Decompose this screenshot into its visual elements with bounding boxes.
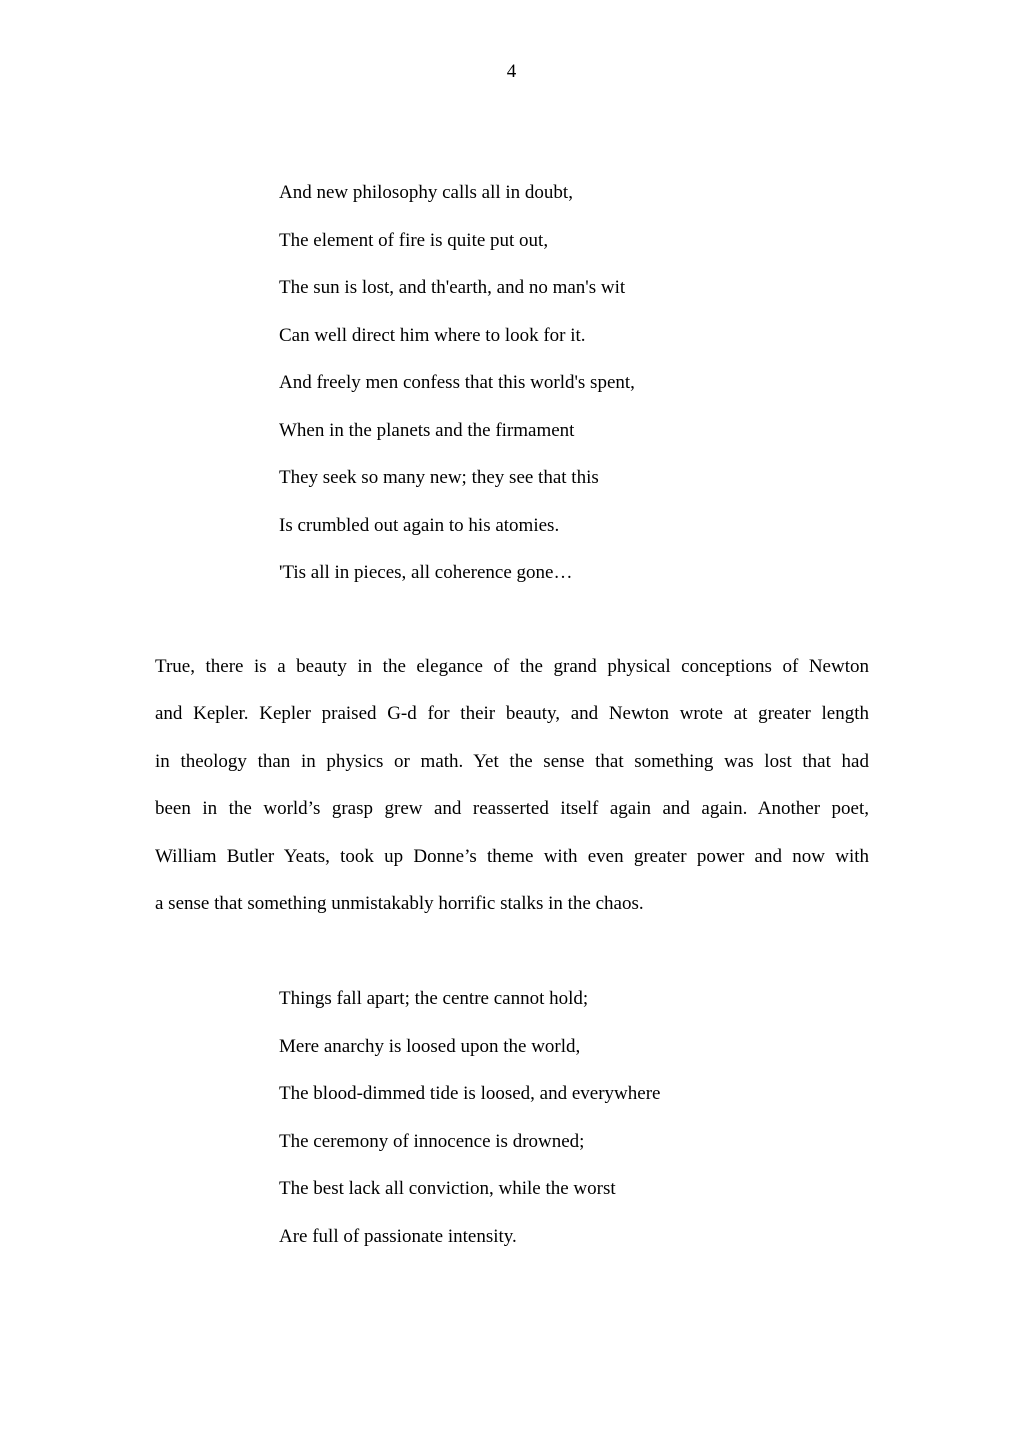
verse-line: The best lack all conviction, while the worst — [279, 1178, 616, 1199]
paragraph-line: and Kepler. Kepler praised G-d for their beauty, and Newton wrote at greater length — [155, 703, 869, 725]
verse-line: Is crumbled out again to his atomies. — [279, 514, 560, 536]
verse-line: And new philosophy calls all in doubt, — [279, 182, 573, 203]
verse-line: They seek so many new; they see that this — [279, 467, 599, 488]
verse-line: The ceremony of innocence is drowned; — [279, 1130, 585, 1152]
page-number: 4 — [506, 61, 517, 82]
verse-line: Can well direct him where to look for it. — [279, 324, 586, 346]
paragraph-line: a sense that something unmistakably horrific stalks in the chaos. — [155, 892, 644, 914]
verse-line: The sun is lost, and th'earth, and no man's wit — [279, 277, 626, 298]
donne-verse-block — [279, 181, 899, 609]
verse-line: Mere anarchy is loosed upon the world, — [279, 1035, 581, 1057]
verse-line: When in the planets and the firmament — [279, 419, 575, 441]
paragraph-line: William Butler Yeats, took up Donne’s theme with even greater power and now with — [155, 845, 869, 867]
paragraph-line: True, there is a beauty in the elegance of the grand physical conceptions of Newton — [155, 656, 869, 677]
paragraph-line: in theology than in physics or math. Yet the sense that something was lost that had — [155, 750, 869, 772]
body-paragraph — [155, 655, 869, 939]
verse-line: The element of fire is quite put out, — [279, 229, 549, 251]
paragraph-line: been in the world’s grasp grew and reasserted itself again and again. Another poet, — [155, 798, 869, 820]
verse-line: Are full of passionate intensity. — [279, 1225, 517, 1247]
verse-line: 'Tis all in pieces, all coherence gone… — [279, 562, 573, 583]
verse-line: The blood-dimmed tide is loosed, and everywhere — [279, 1083, 661, 1104]
verse-line: Things fall apart; the centre cannot hold; — [279, 988, 589, 1009]
yeats-verse-block — [279, 987, 899, 1272]
verse-line: And freely men confess that this world's spent, — [279, 372, 635, 393]
